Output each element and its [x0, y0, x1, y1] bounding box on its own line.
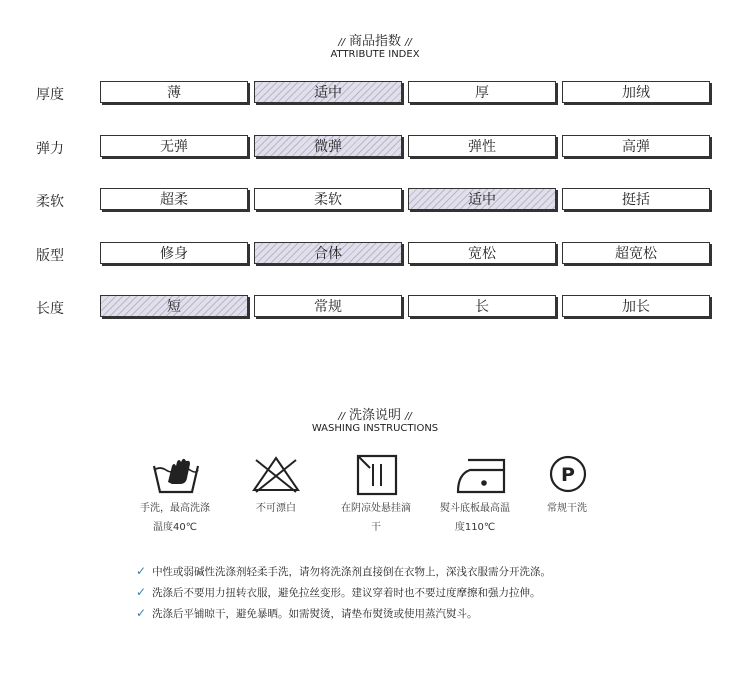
note-text: 洗涤后平铺晾干，避免暴晒。如需熨烫，请垫布熨烫或使用蒸汽熨斗。	[152, 608, 478, 620]
row-label: 厚度	[36, 87, 64, 103]
option-cell: 薄	[100, 81, 248, 103]
attribute-subtitle: ATTRIBUTE INDEX	[330, 49, 420, 60]
row-label: 版型	[36, 248, 64, 264]
caption-line: 手洗，最高洗涤	[140, 503, 210, 514]
title-slash-right: //	[405, 411, 412, 422]
attribute-section-title	[0, 30, 750, 49]
attribute-title: 商品指数	[348, 34, 401, 49]
option-cell: 加绒	[562, 81, 710, 103]
row-label: 长度	[36, 301, 64, 317]
attribute-row	[0, 81, 750, 105]
option-cell: 常规	[254, 295, 402, 317]
icon-caption	[120, 499, 230, 537]
option-cell: 宽松	[408, 242, 556, 264]
washing-subtitle: WASHING INSTRUCTIONS	[311, 423, 439, 434]
option-cell-selected: 微弹	[254, 135, 402, 157]
option-cell: 超宽松	[562, 242, 710, 264]
no-bleach-icon	[246, 452, 306, 496]
care-note	[136, 606, 478, 621]
option-cell: 无弹	[100, 135, 248, 157]
check-icon: ✓	[136, 585, 147, 599]
caption-line: 温度40℃	[153, 522, 197, 533]
drip-dry-shade-icon	[346, 452, 406, 496]
check-icon: ✓	[136, 564, 147, 578]
option-cell: 超柔	[100, 188, 248, 210]
iron-icon	[450, 452, 510, 496]
row-label: 弹力	[36, 141, 64, 157]
care-note	[136, 564, 551, 579]
option-cell: 弹性	[408, 135, 556, 157]
caption-line: 度110℃	[454, 522, 496, 533]
attribute-row	[0, 188, 750, 212]
caption-line: 不可漂白	[256, 503, 296, 514]
row-label: 柔软	[36, 194, 64, 210]
option-cell-selected: 合体	[254, 242, 402, 264]
care-note	[136, 585, 541, 600]
dry-clean-letter: P	[561, 464, 575, 486]
option-cell: 高弹	[562, 135, 710, 157]
icon-caption	[221, 499, 331, 518]
attribute-row	[0, 295, 750, 319]
title-slash-right: //	[405, 37, 412, 48]
option-cell-selected: 适中	[408, 188, 556, 210]
option-cell: 长	[408, 295, 556, 317]
caption-line: 干	[371, 522, 381, 533]
note-text: 洗涤后不要用力扭转衣服，避免拉丝变形。建议穿着时也不要过度摩擦和强力拉伸。	[152, 587, 541, 599]
option-cell: 柔软	[254, 188, 402, 210]
caption-line: 在阴凉处悬挂滴	[341, 503, 411, 514]
attribute-row	[0, 135, 750, 159]
washing-title: 洗涤说明	[348, 408, 401, 423]
caption-line: 常规干洗	[547, 503, 587, 514]
option-cell: 修身	[100, 242, 248, 264]
attribute-row	[0, 242, 750, 266]
dry-clean-p-icon	[546, 452, 606, 496]
icon-caption	[512, 499, 622, 518]
note-text: 中性或弱碱性洗涤剂轻柔手洗，请勿将洗涤剂直接倒在衣物上，深浅衣服需分开洗涤。	[152, 566, 552, 578]
title-slash-left: //	[338, 411, 345, 422]
option-cell-selected: 适中	[254, 81, 402, 103]
caption-line: 熨斗底板最高温	[440, 503, 510, 514]
title-slash-left: //	[338, 37, 345, 48]
icon-caption	[321, 499, 431, 537]
option-cell: 加长	[562, 295, 710, 317]
check-icon: ✓	[136, 606, 147, 620]
washing-section-title	[0, 404, 750, 423]
option-cell: 厚	[408, 81, 556, 103]
option-cell-selected: 短	[100, 295, 248, 317]
option-cell: 挺括	[562, 188, 710, 210]
hand-wash-icon	[146, 452, 206, 496]
